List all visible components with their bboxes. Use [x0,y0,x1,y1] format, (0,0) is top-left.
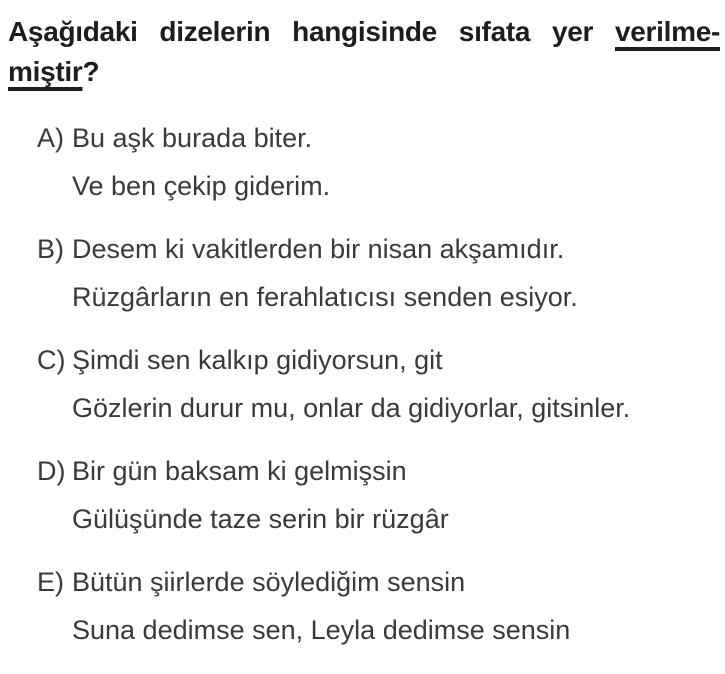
option-line-1: Bütün şiirlerde söylediğim sensin [72,567,466,597]
option-lines [72,225,720,321]
option-D[interactable] [37,447,720,543]
question-word: yer [552,16,594,47]
option-line-1: Bu aşk burada biter. [72,123,313,153]
option-line-2: Rüzgârların en ferahlatıcısı senden esiyor. [72,282,578,312]
underlined-word: miştir [8,56,83,87]
option-C[interactable] [37,336,720,432]
option-lines [72,558,720,654]
underlined-word: verilme- [615,16,720,47]
option-B[interactable] [37,225,720,321]
option-line-1: Desem ki vakitlerden bir nisan akşamıdır. [72,234,565,264]
option-A[interactable] [37,114,720,210]
question-line2 [8,52,720,92]
option-E[interactable] [37,558,720,654]
option-line-2: Gözlerin durur mu, onlar da gidiyorlar, gitsinler. [72,393,631,423]
question-word: hangisinde [292,16,437,47]
option-letter: A) [37,123,64,153]
option-line-2: Suna dedimse sen, Leyla dedimse sensin [72,615,571,645]
question-word: sıfata [458,16,531,47]
option-lines [72,336,720,432]
options-list [8,114,720,654]
option-letter: E) [37,567,64,597]
option-letter: C) [37,345,66,375]
option-line-1: Şimdi sen kalkıp gidiyorsun, git [72,345,443,375]
question-stem [8,12,720,92]
question-word: dizelerin [159,16,271,47]
option-letter: B) [37,234,64,264]
option-lines [72,114,720,210]
option-line-1: Bir gün baksam ki gelmişsin [72,456,407,486]
question-word: Aşağıdaki [8,16,138,47]
option-line-2: Ve ben çekip giderim. [72,171,331,201]
question-mark: ? [82,56,100,87]
option-line-2: Gülüşünde taze serin bir rüzgâr [72,504,449,534]
question-line1 [8,12,720,52]
option-letter: D) [37,456,66,486]
option-lines [72,447,720,543]
